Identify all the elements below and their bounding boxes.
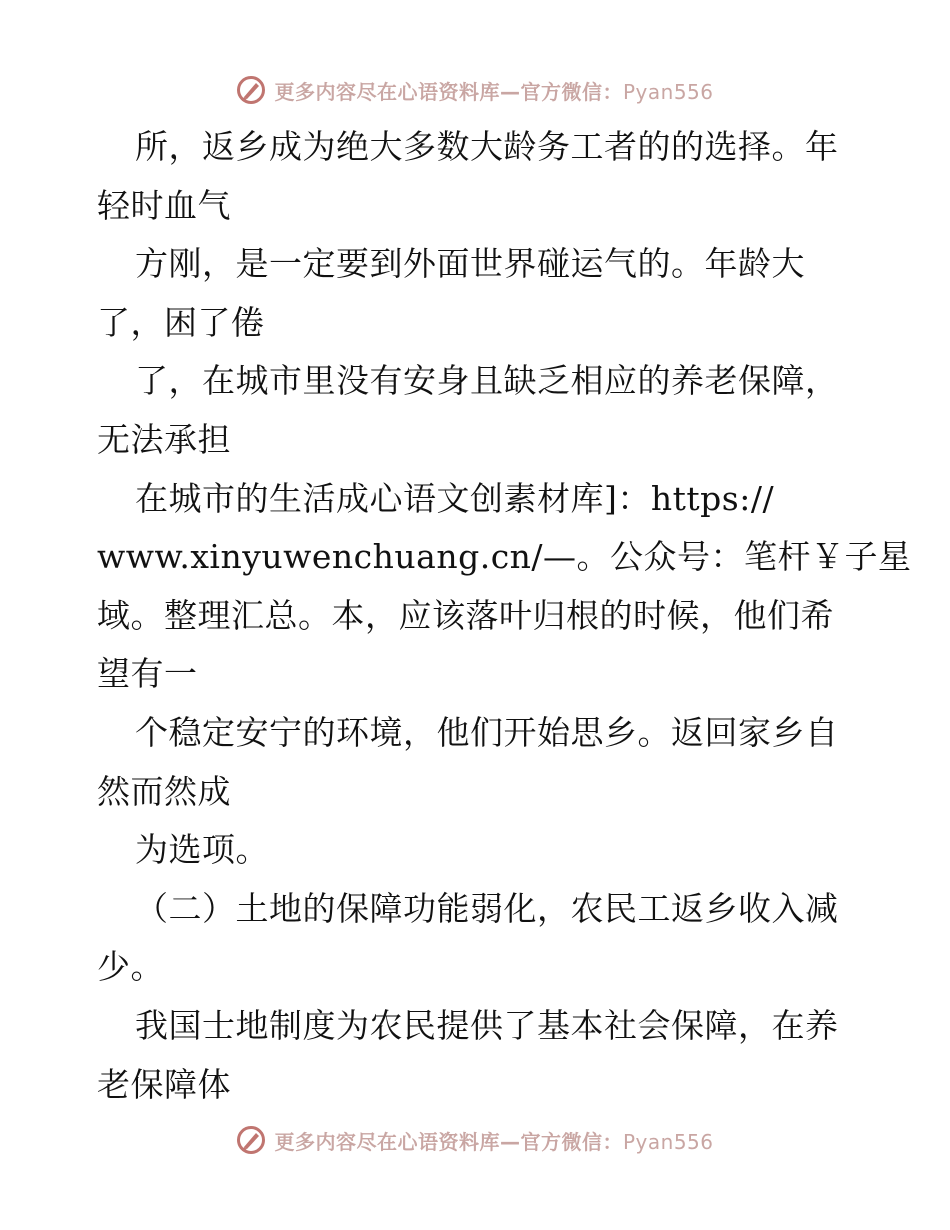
text-line: 了，困了倦 xyxy=(97,302,265,342)
text-line: （二）土地的保障功能弱化，农民工返乡收入减 xyxy=(135,888,839,928)
quill-logo-icon xyxy=(236,1125,266,1155)
text-line: 域。整理汇总。本，应该落叶归根的时候，他们希 xyxy=(97,595,834,635)
text-line: 方刚，是一定要到外面世界碰运气的。年龄大 xyxy=(135,244,805,284)
quill-logo-icon xyxy=(236,75,266,105)
text-line: 我国士地制度为农民提供了基本社会保障，在养 xyxy=(135,1005,839,1045)
header-banner xyxy=(0,70,950,110)
banner-caption: 更多内容尽在心语资料库—官方微信： xyxy=(274,79,623,104)
banner-text xyxy=(274,1126,713,1155)
text-line: 少。 xyxy=(97,947,164,987)
text-line: 所，返乡成为绝大多数大龄务工者的的选择。年 xyxy=(135,127,839,166)
text-line: 轻时血气 xyxy=(97,185,231,225)
text-line: 个稳定安宁的环境，他们开始思乡。返回家乡自 xyxy=(135,712,839,752)
text-line: 无法承担 xyxy=(97,419,231,459)
text-line: 望有一 xyxy=(97,654,198,694)
text-line: www.xinyuwenchuang.cn/—。公众号：笔杆￥子星 xyxy=(97,537,912,577)
text-line: 老保障体 xyxy=(97,1064,231,1104)
banner-caption: 更多内容尽在心语资料库—官方微信： xyxy=(274,1129,623,1154)
footer-banner xyxy=(0,1120,950,1160)
banner-wechat-id: Pyan556 xyxy=(622,79,714,104)
text-line: 了，在城市里没有安身且缺乏相应的养老保障， xyxy=(135,361,839,401)
text-line: 为选项。 xyxy=(135,830,269,870)
text-line: 在城市的生活成心语文创素材库]：https:// xyxy=(135,478,775,518)
banner-wechat-id: Pyan556 xyxy=(622,1129,714,1154)
document-body xyxy=(97,118,912,1114)
banner-text xyxy=(274,76,713,105)
text-line: 然而然成 xyxy=(97,771,231,811)
